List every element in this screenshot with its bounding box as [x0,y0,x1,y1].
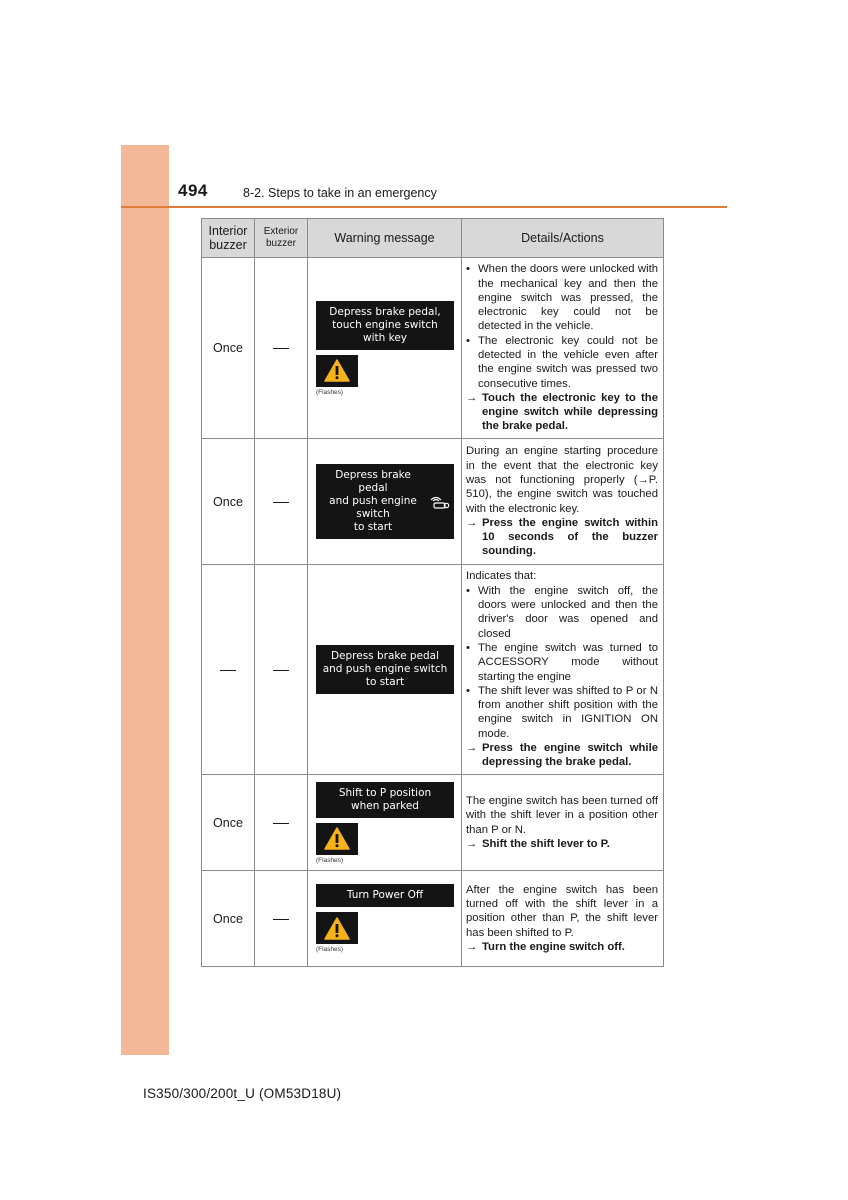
dash-mark [220,670,236,671]
details-actions-cell [462,258,664,439]
display-message-line: Depress brake pedal [330,650,440,662]
interior-buzzer-value: Once [213,911,243,926]
dash-mark [273,348,289,349]
arrow-icon: → [466,837,478,850]
detail-action [466,741,658,770]
multi-info-display [316,301,454,350]
detail-paragraph: The engine switch has been turned off with the shift lever in a position other than P or N. [466,794,658,836]
action-text: Shift the shift lever to P. [482,837,610,850]
warning-triangle-icon [316,823,358,855]
interior-buzzer-cell [202,258,255,439]
display-message-line: to start [353,521,393,533]
arrow-icon: → [466,516,478,529]
action-text: Turn the engine switch off. [482,940,625,953]
bullet-mark: • [466,684,470,697]
multi-info-display [316,645,454,694]
flashes-caption: (Flashes) [316,946,344,953]
arrow-icon: → [466,940,478,953]
bullet-mark: • [466,334,470,347]
table-row [202,439,664,565]
details-actions-cell [462,439,664,565]
header-interior-buzzer: Interior buzzer [202,219,255,258]
dash-mark [273,670,289,671]
page-number: 494 [178,181,208,200]
key-icon [429,494,451,510]
details-actions-cell [462,871,664,967]
warning-triangle-icon [316,912,358,944]
detail-action [466,940,658,954]
multi-info-display [316,782,454,818]
side-tab-bar [121,145,169,1055]
warning-message-cell [308,439,462,565]
interior-buzzer-cell [202,871,255,967]
exterior-buzzer-cell [255,565,308,775]
display-message-line: Shift to P position [338,786,432,799]
flashes-caption: (Flashes) [316,856,344,864]
detail-bullet [466,684,658,741]
interior-buzzer-value: Once [213,341,243,355]
header-warning-message: Warning message [308,219,462,258]
detail-bullet [466,584,658,641]
multi-info-display [316,464,454,539]
display-message-line: and push engine switch [322,663,448,675]
display-message-line: Depress brake pedal, [329,305,441,318]
display-message-line: Depress brake pedal [335,469,411,494]
interior-buzzer-cell [202,565,255,775]
display-message-line: when parked [351,799,419,812]
flashes-caption: (Flashes) [316,388,344,396]
header-details-actions: Details/Actions [462,219,664,258]
arrow-icon: → [466,741,478,754]
exterior-buzzer-cell [255,871,308,967]
detail-text: The electronic key could not be detected in the vehicle even after the engine switch was pressed two consecutive times. [478,334,658,390]
display-message-line: and push engine switch [329,495,417,520]
detail-text: The shift lever was shifted to P or N from another shift position with the engine switch in IGNITION ON mode. [478,684,658,740]
warning-message-cell [308,258,462,439]
interior-buzzer-value: Once [213,494,243,509]
detail-text: The engine switch was turned to ACCESSORY mode without starting the engine [478,641,658,683]
detail-action [466,516,658,559]
table-row [202,775,664,871]
warning-message-cell [308,775,462,871]
multi-info-display [316,884,454,907]
bullet-mark: • [466,584,470,597]
detail-action [466,837,658,851]
display-message-line: Turn Power Off [346,889,424,901]
exterior-buzzer-cell [255,258,308,439]
table-row [202,565,664,775]
detail-bullet [466,641,658,684]
bullet-mark: • [466,641,470,654]
exterior-buzzer-cell [255,775,308,871]
details-actions-cell [462,565,664,775]
display-message-line: to start [365,676,405,688]
exterior-buzzer-cell [255,439,308,565]
detail-action [466,391,658,434]
action-text: Press the engine switch within 10 seconds of the buzzer sounding. [482,516,658,558]
detail-bullet [466,334,658,391]
dash-mark [273,823,289,824]
interior-buzzer-cell [202,775,255,871]
arrow-icon: → [466,391,478,404]
display-message-line: with key [363,331,407,344]
header-rule [121,206,727,208]
table-row [202,871,664,967]
section-title: 8-2. Steps to take in an emergency [243,186,437,200]
detail-paragraph: During an engine starting procedure in the event that the electronic key was not functioning properly (→P. 510), the engine switch was touched with the electronic key. [466,445,658,515]
detail-text: With the engine switch off, the doors were unlocked and then the driver's door was opened and closed [478,584,658,640]
detail-paragraph: Indicates that: [466,570,537,583]
header-exterior-buzzer: Exterior buzzer [255,219,308,258]
details-actions-cell [462,775,664,871]
warning-message-cell [308,871,462,967]
dash-mark [273,502,289,503]
footer-model: IS350/300/200t_U (OM53D18U) [143,1086,342,1101]
table-header-row [202,219,664,258]
warning-triangle-icon [316,355,358,387]
detail-text: When the doors were unlocked with the mechanical key and then the engine switch was pressed, the electronic key could not be detected in the vehicle. [478,263,658,333]
action-text: Touch the electronic key to the engine switch while depressing the brake pedal. [482,391,658,433]
dash-mark [273,919,289,920]
detail-paragraph: After the engine switch has been turned off with the shift lever in a position other than P, the shift lever has been shifted to P. [466,883,658,939]
detail-bullet [466,262,658,333]
action-text: Press the engine switch while depressing the brake pedal. [482,741,658,769]
bullet-mark: • [466,263,470,276]
warning-message-cell [308,565,462,775]
interior-buzzer-cell [202,439,255,565]
interior-buzzer-value: Once [213,815,243,830]
display-message-line: touch engine switch [332,318,438,331]
warning-table [201,218,664,967]
table-row [202,258,664,439]
